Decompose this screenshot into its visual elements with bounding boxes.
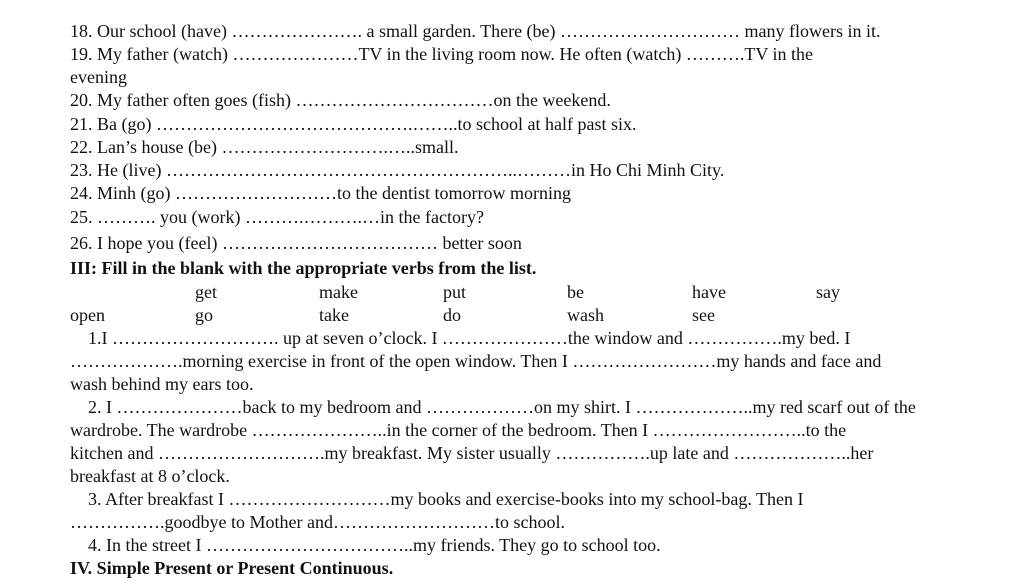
word-list-item: wash	[567, 305, 604, 325]
paragraph-3-line-2: …………….goodbye to Mother and………………………to school.	[70, 512, 565, 532]
word-list-row-1	[0, 281, 1024, 304]
paragraph-3-line-1: 3. After breakfast I ………………………my books and exercise-books into my school-bag. Then I	[88, 489, 804, 509]
paragraph-1-line-2: ……………….morning exercise in front of the open window. Then I ……………………my hands and face and	[70, 351, 882, 371]
exercise-26: 26. I hope you (feel) ……………………………… better soon	[70, 233, 522, 253]
word-list-item: say	[816, 282, 840, 302]
exercise-20: 20. My father often goes (fish) ……………………………on the weekend.	[70, 90, 611, 110]
paragraph-1-line-1: 1.I ………………………. up at seven o’clock. I …………………the window and …………….my bed. I	[88, 328, 851, 348]
word-list-item: put	[443, 282, 467, 302]
paragraph-1-line-3: wash behind my ears too.	[70, 374, 254, 394]
section-4-title: IV. Simple Present or Present Continuous.	[70, 558, 394, 578]
paragraph-4-line-1: 4. In the street I ……………………………..my friends. They go to school too.	[88, 535, 661, 555]
word-list-item: get	[195, 282, 217, 302]
exercise-25: 25. ………. you (work) ……….……….…in the factory?	[70, 207, 484, 227]
word-list-item: do	[443, 305, 461, 325]
exercise-23: 23. He (live) …………………………………………………..………in Ho Chi Minh City.	[70, 160, 725, 180]
word-list-item: take	[319, 305, 349, 325]
exercise-22: 22. Lan’s house (be) ……………………….…..small.	[70, 137, 459, 157]
exercise-19: 19. My father (watch) …………………TV in the living room now. He often (watch) ……….TV in the	[70, 44, 814, 64]
section-3-title: III: Fill in the blank with the appropriate verbs from the list.	[70, 258, 537, 278]
exercise-21: 21. Ba (go) …………………………………….……..to school at half past six.	[70, 114, 637, 134]
word-list-item: make	[319, 282, 358, 302]
paragraph-2-line-2: wardrobe. The wardrobe …………………..in the corner of the bedroom. Then I ……………………..to the	[70, 420, 847, 440]
exercise-24: 24. Minh (go) ………………………to the dentist tomorrow morning	[70, 183, 571, 203]
word-list-item: have	[692, 282, 726, 302]
word-list-row-2	[0, 304, 1024, 327]
word-list-item: go	[195, 305, 213, 325]
exercise-18: 18. Our school (have) …………………. a small garden. There (be) ………………………… many flowers in it.	[70, 21, 881, 41]
paragraph-2-line-3: kitchen and ……………………….my breakfast. My sister usually …………….up late and ………………..her	[70, 443, 874, 463]
word-list-item: see	[692, 305, 715, 325]
exercise-19-continued: evening	[70, 67, 127, 87]
paragraph-2-line-1: 2. I …………………back to my bedroom and ………………on my shirt. I ………………..my red scarf out of the	[88, 397, 916, 417]
word-list-item: be	[567, 282, 584, 302]
paragraph-2-line-4: breakfast at 8 o’clock.	[70, 466, 230, 486]
word-list-item: open	[70, 305, 105, 325]
